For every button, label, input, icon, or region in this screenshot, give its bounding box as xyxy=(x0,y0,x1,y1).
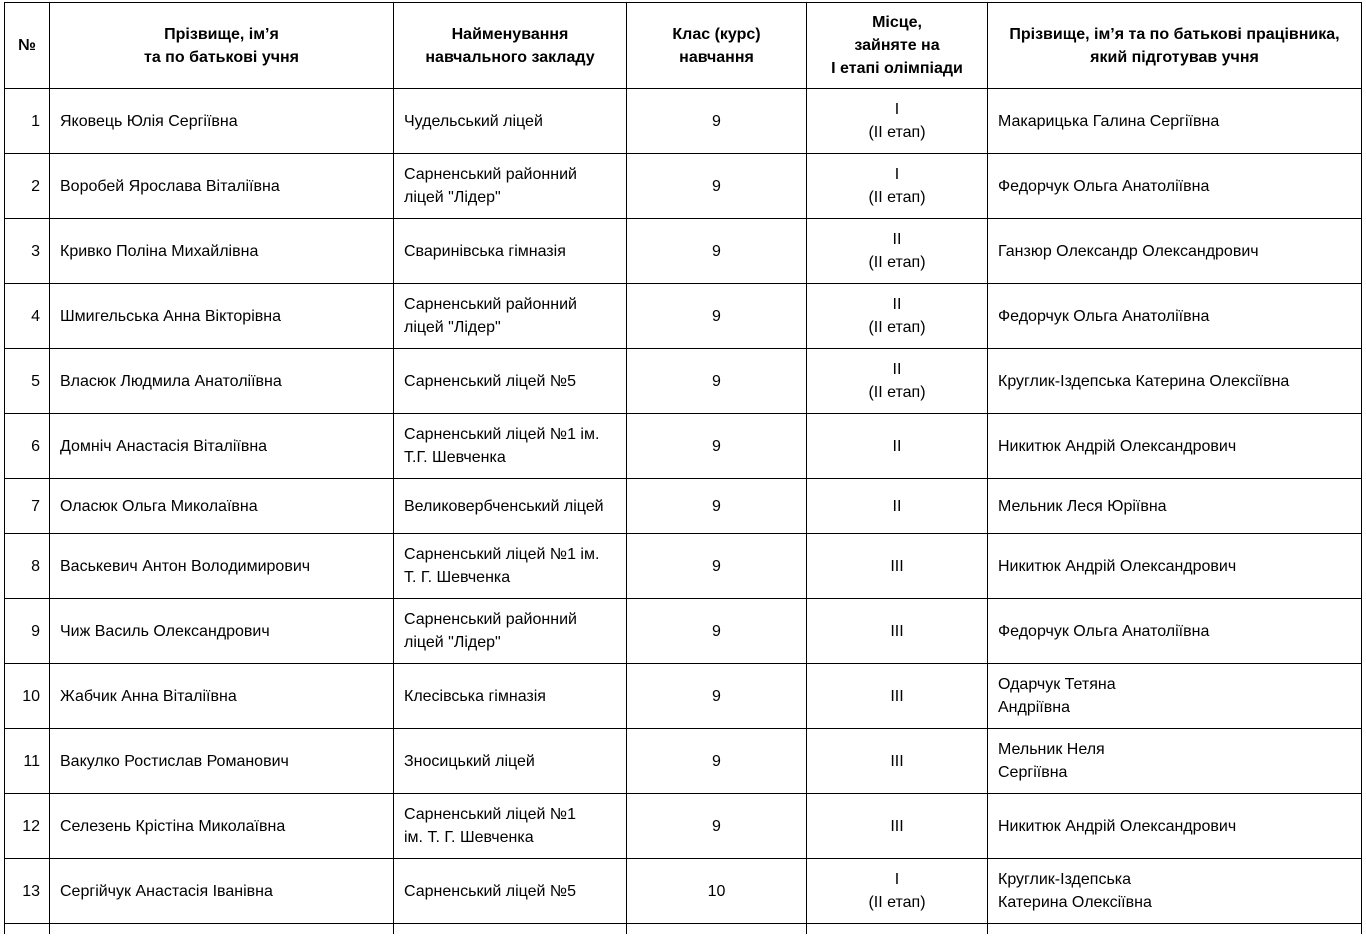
table-row xyxy=(5,479,1362,534)
empty-cell xyxy=(627,924,807,934)
grade: 9 xyxy=(627,664,807,729)
empty-cell xyxy=(5,924,50,934)
teacher-name: Круглик-Іздепська Катерина Олексіївна xyxy=(988,859,1362,924)
place: ІІ (ІІ етап) xyxy=(807,219,988,284)
table-row xyxy=(5,349,1362,414)
place: ІІІ xyxy=(807,599,988,664)
teacher-name: Федорчук Ольга Анатоліївна xyxy=(988,599,1362,664)
row-number: 11 xyxy=(5,729,50,794)
student-name: Шмигельська Анна Вікторівна xyxy=(50,284,394,349)
teacher-name: Никитюк Андрій Олександрович xyxy=(988,794,1362,859)
school-name: Чудельський ліцей xyxy=(394,89,627,154)
table-row xyxy=(5,794,1362,859)
row-number: 4 xyxy=(5,284,50,349)
table-row xyxy=(5,89,1362,154)
school-name: Сарненський ліцей №5 xyxy=(394,859,627,924)
student-name: Чиж Василь Олександрович xyxy=(50,599,394,664)
school-name: Клесівська гімназія xyxy=(394,664,627,729)
student-name: Селезень Крістіна Миколаївна xyxy=(50,794,394,859)
school-name: Сарненський ліцей №1 ім. Т. Г. Шевченка xyxy=(394,534,627,599)
teacher-name: Федорчук Ольга Анатоліївна xyxy=(988,284,1362,349)
row-number: 13 xyxy=(5,859,50,924)
student-name: Васькевич Антон Володимирович xyxy=(50,534,394,599)
header-student-name: Прізвище, ім’я та по батькові учня xyxy=(50,3,394,89)
header-number: № xyxy=(5,3,50,89)
school-name: Сарненський ліцей №5 xyxy=(394,349,627,414)
table-row xyxy=(5,729,1362,794)
table-row xyxy=(5,859,1362,924)
student-name: Кривко Поліна Михайлівна xyxy=(50,219,394,284)
row-number: 5 xyxy=(5,349,50,414)
school-name: Сарненський районний ліцей "Лідер" xyxy=(394,284,627,349)
row-number: 12 xyxy=(5,794,50,859)
empty-cell xyxy=(50,924,394,934)
table-row xyxy=(5,284,1362,349)
header-teacher: Прізвище, ім’я та по батькові працівника, який підготував учня xyxy=(988,3,1362,89)
row-number: 10 xyxy=(5,664,50,729)
table-row xyxy=(5,154,1362,219)
place: І (ІІ етап) xyxy=(807,89,988,154)
grade: 9 xyxy=(627,599,807,664)
header-school: Найменування навчального закладу xyxy=(394,3,627,89)
table-row xyxy=(5,414,1362,479)
teacher-name: Никитюк Андрій Олександрович xyxy=(988,414,1362,479)
row-number: 3 xyxy=(5,219,50,284)
student-name: Власюк Людмила Анатоліївна xyxy=(50,349,394,414)
place: ІІІ xyxy=(807,794,988,859)
grade: 9 xyxy=(627,534,807,599)
table-row-partial xyxy=(5,924,1362,934)
school-name: Зносицький ліцей xyxy=(394,729,627,794)
table-row xyxy=(5,664,1362,729)
empty-cell xyxy=(807,924,988,934)
student-name: Яковець Юлія Сергіївна xyxy=(50,89,394,154)
grade: 9 xyxy=(627,729,807,794)
teacher-name: Одарчук Тетяна Андріївна xyxy=(988,664,1362,729)
school-name: Сарненський ліцей №1 ім. Т. Г. Шевченка xyxy=(394,794,627,859)
teacher-name: Макарицька Галина Сергіївна xyxy=(988,89,1362,154)
place: ІІ (ІІ етап) xyxy=(807,349,988,414)
teacher-name: Ганзюр Олександр Олександрович xyxy=(988,219,1362,284)
empty-cell xyxy=(394,924,627,934)
place: ІІІ xyxy=(807,534,988,599)
student-name: Жабчик Анна Віталіївна xyxy=(50,664,394,729)
grade: 10 xyxy=(627,859,807,924)
place: ІІІ xyxy=(807,729,988,794)
teacher-name: Мельник Леся Юріївна xyxy=(988,479,1362,534)
row-number: 6 xyxy=(5,414,50,479)
grade: 9 xyxy=(627,154,807,219)
table-row xyxy=(5,599,1362,664)
grade: 9 xyxy=(627,414,807,479)
grade: 9 xyxy=(627,219,807,284)
place: І (ІІ етап) xyxy=(807,859,988,924)
header-row xyxy=(5,3,1362,89)
header-grade: Клас (курс) навчання xyxy=(627,3,807,89)
grade: 9 xyxy=(627,284,807,349)
row-number: 8 xyxy=(5,534,50,599)
school-name: Сваринівська гімназія xyxy=(394,219,627,284)
grade: 9 xyxy=(627,794,807,859)
student-name: Вакулко Ростислав Романович xyxy=(50,729,394,794)
school-name: Сарненський районний ліцей "Лідер" xyxy=(394,154,627,219)
place: ІІ xyxy=(807,414,988,479)
teacher-name: Мельник Неля Сергіївна xyxy=(988,729,1362,794)
school-name: Сарненський районний ліцей "Лідер" xyxy=(394,599,627,664)
grade: 9 xyxy=(627,89,807,154)
results-table xyxy=(4,2,1362,934)
school-name: Сарненський ліцей №1 ім. Т.Г. Шевченка xyxy=(394,414,627,479)
student-name: Оласюк Ольга Миколаївна xyxy=(50,479,394,534)
place: ІІ (ІІ етап) xyxy=(807,284,988,349)
school-name: Великовербченський ліцей xyxy=(394,479,627,534)
teacher-name: Никитюк Андрій Олександрович xyxy=(988,534,1362,599)
empty-cell xyxy=(988,924,1362,934)
row-number: 2 xyxy=(5,154,50,219)
place: ІІІ xyxy=(807,664,988,729)
teacher-name: Круглик-Іздепська Катерина Олексіївна xyxy=(988,349,1362,414)
place: І (ІІ етап) xyxy=(807,154,988,219)
student-name: Воробей Ярослава Віталіївна xyxy=(50,154,394,219)
grade: 9 xyxy=(627,349,807,414)
place: ІІ xyxy=(807,479,988,534)
row-number: 1 xyxy=(5,89,50,154)
student-name: Сергійчук Анастасія Іванівна xyxy=(50,859,394,924)
table-row xyxy=(5,219,1362,284)
row-number: 7 xyxy=(5,479,50,534)
teacher-name: Федорчук Ольга Анатоліївна xyxy=(988,154,1362,219)
table-row xyxy=(5,534,1362,599)
grade: 9 xyxy=(627,479,807,534)
header-place: Місце, зайняте на І етапі олімпіади xyxy=(807,3,988,89)
student-name: Домніч Анастасія Віталіївна xyxy=(50,414,394,479)
row-number: 9 xyxy=(5,599,50,664)
